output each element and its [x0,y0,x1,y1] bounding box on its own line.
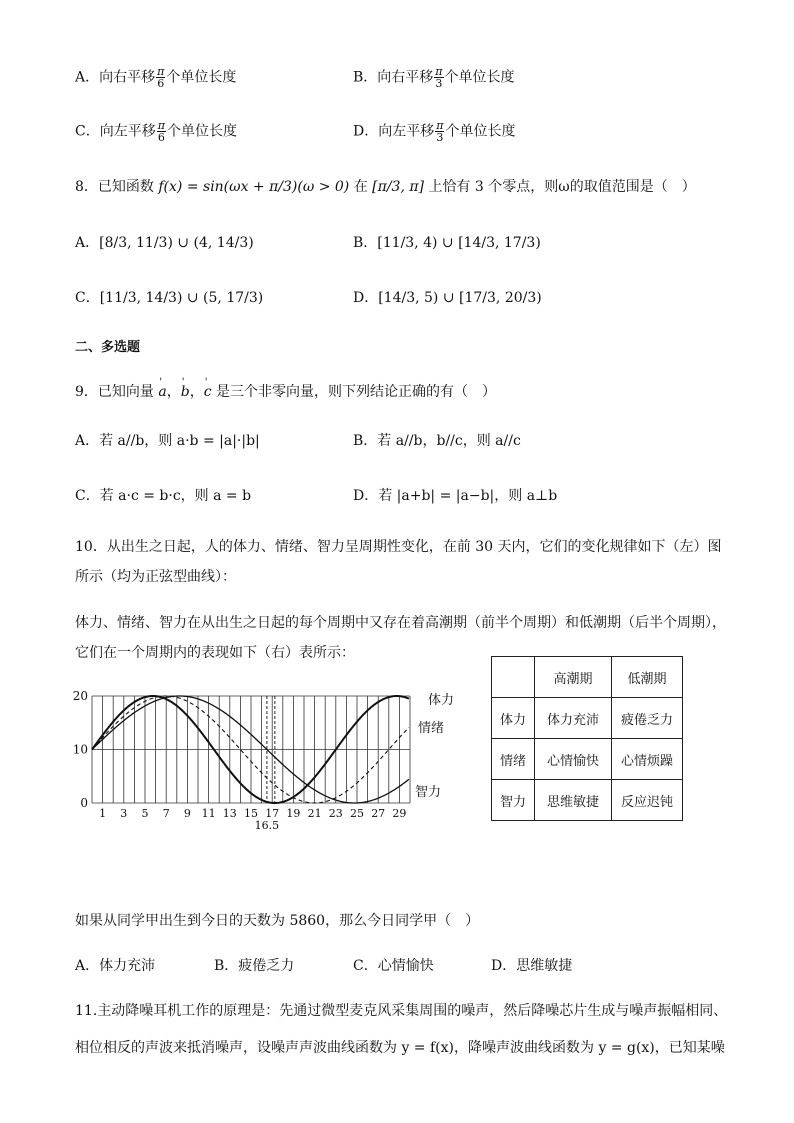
table-cell: 心情愉快 [535,739,612,780]
q7-option-b-text: B．向右平移 [353,69,434,86]
q11-line-1: 11.主动降噪耳机工作的原理是：先通过微型麦克风采集周围的噪声，然后降噪芯片生成与噪声振幅相同、 [75,1003,728,1019]
series-label: 智力 [415,785,442,800]
q7-option-c: C．向左平移 $\frac{\pi}{6}$ 个单位长度 [75,119,237,144]
period-table [491,656,683,821]
chart-grid [92,696,410,803]
x-tick-label: 13 [222,807,237,820]
q8-interval: [π/3, π] [372,179,425,195]
q9-option-b: B．若 a//b，b//c，则 a//c [353,433,521,449]
fraction: $\frac{\pi}{6}$ [157,65,165,90]
q10-line-2: 所示（均为正弦型曲线）： [75,569,236,585]
x-tick-label: 21 [307,807,322,820]
table-cell: 体力充沛 [535,698,612,739]
table-header-low: 低潮期 [612,657,683,698]
table-cell: 智力 [492,780,535,821]
q7-option-b: B．向右平移 $\frac{\pi}{3}$ 个单位长度 [353,65,515,90]
q10-option-d: D．思维敏捷 [491,958,573,974]
vector-b: ' b [181,381,190,403]
table-row [492,739,683,780]
q10-line-3: 体力、情绪、智力在从出生之日起的每个周期中又存在着高潮期（前半个周期）和低潮期（后半个周期）， [75,615,726,631]
x-tick-label: 1 [99,807,107,820]
q9-option-a: A．若 a//b，则 a·b = |a|·|b| [75,433,260,449]
x-tick-label: 15 [244,807,258,820]
q7-option-d-text: D．向左平移 [353,123,435,140]
fraction: $\frac{\pi}{3}$ [435,65,443,90]
vector-a: ' a [158,381,166,403]
q11-line-2: 相位相反的声波来抵消噪声，设噪声声波曲线函数为 y = f(x)，降噪声波曲线函数为 y = g(x)，已知某噪 [75,1040,725,1056]
q7-option-a-text: A．向右平移 [75,69,156,86]
table-cell: 情绪 [492,739,535,780]
table-header-row [492,657,683,698]
y-tick-label: 10 [72,742,88,757]
q8-stem: 8．已知函数 f(x) = sin(ωx + π/3)(ω > 0) 在 [π/3, π] 上恰有 3 个零点，则ω的取值范围是（ ） [75,179,696,195]
series-label: 情绪 [418,721,445,736]
vector-c: ' c [204,381,212,403]
x-tick-label: 19 [286,807,301,820]
q10-option-b: B．疲倦乏力 [214,958,295,974]
q10-option-c: C．心情愉快 [353,958,434,974]
y-tick-label: 20 [72,689,88,703]
q8-option-b: B．[11/3, 4) ∪ [14/3, 17/3) [353,235,541,251]
table-row [492,780,683,821]
q9-stem: 9．已知向量 ' a，' b，' c 是三个非零向量，则下列结论正确的有（ ） [75,381,496,403]
q8-option-a: A．[8/3, 11/3) ∪ (4, 14/3) [75,235,254,251]
x-tick-label: 29 [392,807,407,820]
table-cell: 心情烦躁 [612,739,683,780]
x-tick-label: 25 [350,807,364,820]
table-cell [492,657,535,698]
table-row [492,698,683,739]
x-tick-label: 7 [162,807,170,820]
section-heading: 二、多选题 [75,340,141,355]
chart-labels [73,689,454,832]
biorhythm-chart [70,680,455,840]
x-tick-label: 11 [201,807,216,820]
table-cell: 思维敏捷 [535,780,612,821]
x-tick-label: 23 [328,807,343,820]
q9-option-d: D．若 |a+b| = |a−b|，则 a⊥b [353,488,558,504]
q10-option-a: A．体力充沛 [75,958,156,974]
q9-option-c: C．若 a·c = b·c，则 a = b [75,488,252,504]
x-tick-label: 3 [120,807,128,820]
series-label: 体力 [428,693,455,708]
x-tick-label: 9 [183,807,191,820]
q7-option-c-text: C．向左平移 [75,123,156,140]
x-tick-label: 17 [265,807,280,820]
q7-option-a: A．向右平移 $\frac{\pi}{6}$ 个单位长度 [75,65,237,90]
fraction: $\frac{\pi}{3}$ [436,119,444,144]
x-tick-label: 27 [371,807,386,820]
table-cell: 疲倦乏力 [612,698,683,739]
q10-question: 如果从同学甲出生到今日的天数为 5860，那么今日同学甲（ ） [75,913,480,929]
table-cell: 反应迟钝 [612,780,683,821]
table-cell: 体力 [492,698,535,739]
q8-option-d: D．[14/3, 5) ∪ [17/3, 20/3) [353,290,542,306]
x-tick-label: 5 [141,807,149,820]
q10-line-4: 它们在一个周期内的表现如下（右）表所示： [75,645,355,661]
table-header-high: 高潮期 [535,657,612,698]
q8-function: f(x) = sin(ωx + π/3)(ω > 0) [158,179,350,195]
q7-option-d: D．向左平移 $\frac{\pi}{3}$ 个单位长度 [353,119,516,144]
q8-option-c: C．[11/3, 14/3) ∪ (5, 17/3) [75,290,264,306]
y-tick-label: 0 [80,796,88,810]
q10-line-1: 10．从出生之日起，人的体力、情绪、智力呈周期性变化，在前 30 天内，它们的变化规律如下（左）图 [75,539,722,555]
x-extra-label: 16.5 [254,819,280,832]
fraction: $\frac{\pi}{6}$ [157,119,165,144]
